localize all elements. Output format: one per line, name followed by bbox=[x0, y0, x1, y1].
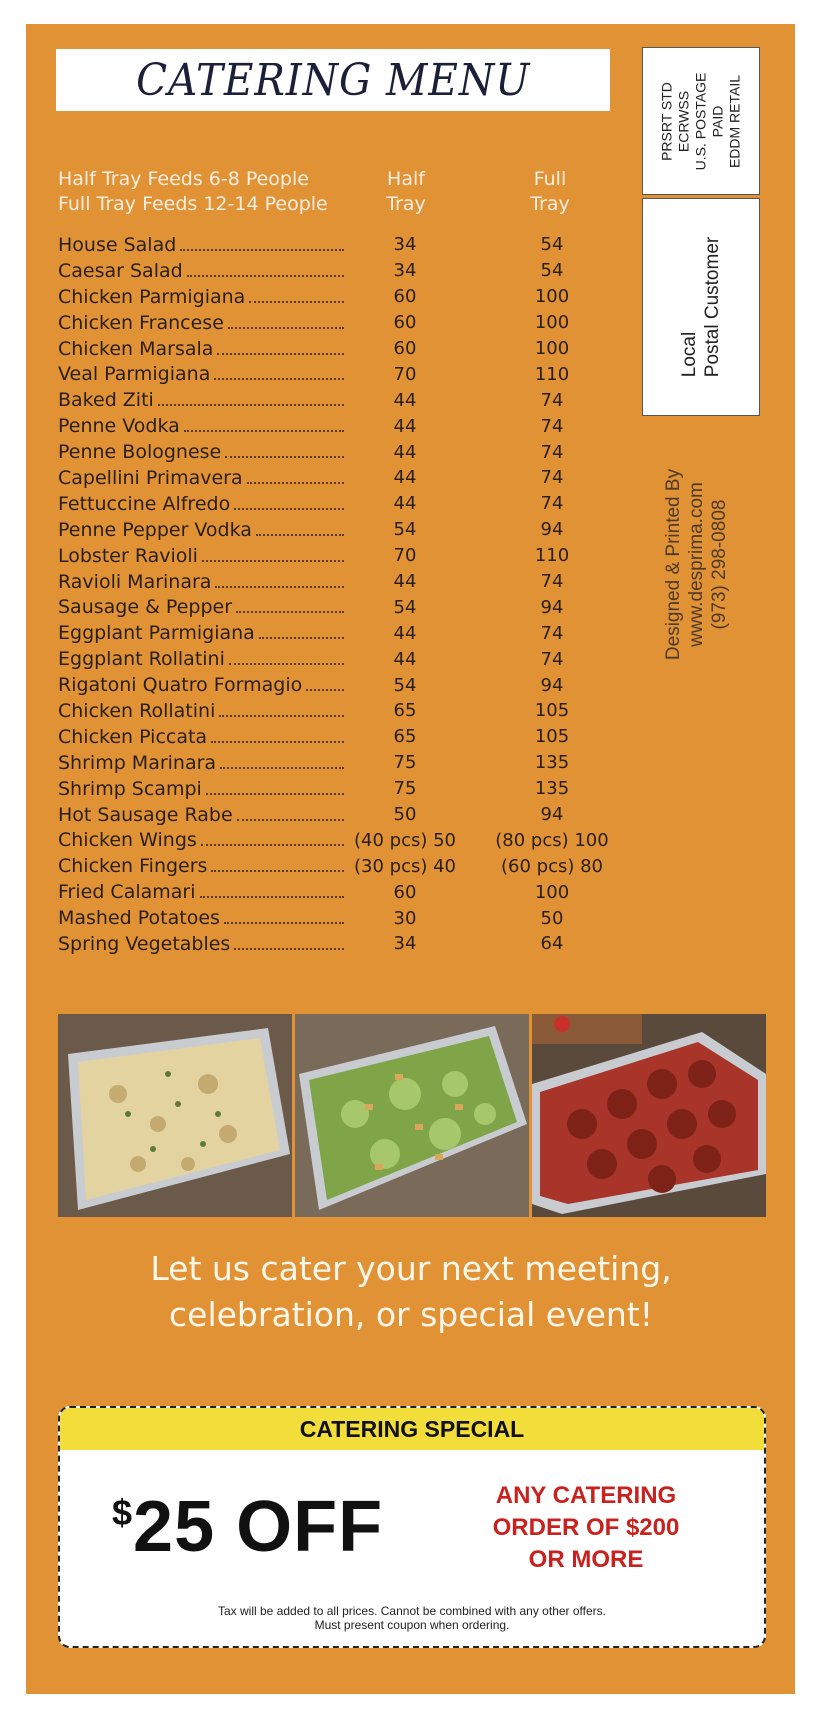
tagline-line: celebration, or special event! bbox=[169, 1295, 653, 1334]
address-line: Postal Customer bbox=[702, 236, 724, 378]
dot-leader bbox=[234, 948, 344, 950]
menu-item-name: Eggplant Rollatini bbox=[58, 648, 225, 671]
menu-row bbox=[58, 310, 648, 336]
half-tray-price: 34 bbox=[393, 260, 417, 282]
menu-list bbox=[58, 232, 648, 957]
dot-leader bbox=[229, 663, 344, 665]
dot-leader bbox=[184, 430, 344, 432]
full-tray-price: 100 bbox=[534, 286, 570, 308]
menu-row bbox=[58, 879, 648, 905]
dot-leader bbox=[217, 353, 344, 355]
dot-leader bbox=[306, 689, 344, 691]
menu-item-name-cell bbox=[58, 493, 346, 515]
full-tray-price: (60 pcs) 80 bbox=[501, 855, 603, 877]
meatballs-tray-photo bbox=[532, 1014, 766, 1217]
menu-row bbox=[58, 620, 648, 646]
menu-item-name: Ravioli Marinara bbox=[58, 570, 212, 593]
menu-item-name-cell bbox=[58, 674, 346, 696]
menu-row bbox=[58, 905, 648, 931]
full-tray-price: (80 pcs) 100 bbox=[495, 829, 609, 851]
menu-row bbox=[58, 802, 648, 828]
menu-item-name-cell bbox=[58, 545, 346, 567]
menu-row bbox=[58, 465, 648, 491]
dot-leader bbox=[158, 404, 344, 406]
full-tray-price: 135 bbox=[534, 752, 570, 774]
dot-leader bbox=[228, 327, 344, 329]
menu-item-name-cell bbox=[58, 415, 346, 437]
menu-item-name-cell bbox=[58, 363, 346, 385]
menu-item-name-cell bbox=[58, 596, 346, 618]
menu-row bbox=[58, 232, 648, 258]
dot-leader bbox=[200, 896, 345, 898]
half-tray-price: 44 bbox=[393, 622, 417, 644]
menu-item-name: Fettuccine Alfredo bbox=[58, 492, 231, 515]
full-tray-price: 74 bbox=[540, 648, 564, 670]
menu-item-name: Chicken Rollatini bbox=[58, 699, 216, 722]
full-tray-price: 54 bbox=[540, 234, 564, 256]
dot-leader bbox=[211, 870, 344, 872]
menu-item-name: Caesar Salad bbox=[58, 259, 183, 282]
menu-item-name-cell bbox=[58, 286, 346, 308]
menu-item-name: Chicken Piccata bbox=[58, 725, 208, 748]
full-tray-serving: Full Tray Feeds 12-14 People bbox=[58, 193, 328, 215]
menu-item-name-cell bbox=[58, 907, 346, 929]
menu-row bbox=[58, 258, 648, 284]
menu-item-name-cell bbox=[58, 933, 346, 955]
menu-item-name: Penne Pepper Vodka bbox=[58, 518, 252, 541]
menu-item-name-cell bbox=[58, 752, 346, 774]
header-word: Full bbox=[533, 168, 567, 190]
caesar-salad-tray-photo bbox=[295, 1014, 529, 1217]
dot-leader bbox=[249, 301, 344, 303]
coupon-heading: CATERING SPECIAL bbox=[60, 1408, 764, 1450]
address-line: Local bbox=[679, 331, 701, 378]
half-tray-price: 44 bbox=[393, 467, 417, 489]
full-tray-price: 135 bbox=[534, 778, 570, 800]
full-tray-price: 74 bbox=[540, 389, 564, 411]
half-tray-price: 70 bbox=[393, 363, 417, 385]
menu-row bbox=[58, 439, 648, 465]
half-tray-price: 30 bbox=[393, 907, 417, 929]
menu-item-name: Sausage & Pepper bbox=[58, 596, 233, 619]
menu-item-name: Chicken Wings bbox=[58, 829, 197, 852]
full-tray-price: 54 bbox=[540, 260, 564, 282]
full-tray-price: 74 bbox=[540, 493, 564, 515]
half-tray-price: 34 bbox=[393, 933, 417, 955]
full-tray-price: 74 bbox=[540, 571, 564, 593]
header-word: Tray bbox=[530, 193, 570, 215]
dot-leader bbox=[220, 767, 344, 769]
dot-leader bbox=[206, 793, 344, 795]
menu-row bbox=[58, 491, 648, 517]
full-tray-price: 74 bbox=[540, 415, 564, 437]
dot-leader bbox=[219, 715, 344, 717]
menu-row bbox=[58, 284, 648, 310]
half-tray-price: (30 pcs) 40 bbox=[354, 855, 456, 877]
menu-page bbox=[26, 24, 795, 1694]
dot-leader bbox=[201, 844, 344, 846]
menu-row bbox=[58, 517, 648, 543]
menu-item-name: Penne Vodka bbox=[58, 415, 180, 438]
menu-item-name: Hot Sausage Rabe bbox=[58, 803, 233, 826]
menu-item-name-cell bbox=[58, 881, 346, 903]
full-tray-price: 74 bbox=[540, 622, 564, 644]
menu-row bbox=[58, 361, 648, 387]
menu-item-name-cell bbox=[58, 648, 346, 670]
menu-item-name-cell bbox=[58, 622, 346, 644]
dot-leader bbox=[236, 611, 344, 613]
half-tray-price: 34 bbox=[393, 234, 417, 256]
dot-leader bbox=[187, 275, 344, 277]
full-tray-price: 94 bbox=[540, 596, 564, 618]
half-tray-price: 75 bbox=[393, 778, 417, 800]
menu-item-name: House Salad bbox=[58, 233, 177, 256]
menu-item-name: Chicken Francese bbox=[58, 311, 224, 334]
menu-item-name-cell bbox=[58, 312, 346, 334]
half-tray-price: 75 bbox=[393, 752, 417, 774]
menu-row bbox=[58, 776, 648, 802]
dot-leader bbox=[234, 508, 344, 510]
menu-item-name: Eggplant Parmigiana bbox=[58, 622, 255, 645]
postage-line: ECRWSS bbox=[675, 90, 692, 152]
menu-item-name-cell bbox=[58, 855, 346, 877]
dot-leader bbox=[256, 534, 344, 536]
half-tray-price: 44 bbox=[393, 493, 417, 515]
menu-item-name: Veal Parmigiana bbox=[58, 363, 211, 386]
printer-credit-text bbox=[663, 468, 732, 659]
half-tray-price: 65 bbox=[393, 700, 417, 722]
menu-item-name: Mashed Potatoes bbox=[58, 907, 220, 930]
menu-row bbox=[58, 827, 648, 853]
half-tray-column-header bbox=[366, 167, 446, 217]
menu-item-name-cell bbox=[58, 829, 346, 851]
menu-item-name-cell bbox=[58, 726, 346, 748]
menu-item-name: Capellini Primavera bbox=[58, 466, 243, 489]
fine-print-line: Tax will be added to all prices. Cannot be combined with any other offers. bbox=[218, 1604, 606, 1618]
half-tray-price: 70 bbox=[393, 545, 417, 567]
dot-leader bbox=[247, 482, 344, 484]
menu-row bbox=[58, 569, 648, 595]
half-tray-price: 44 bbox=[393, 415, 417, 437]
menu-item-name-cell bbox=[58, 519, 346, 541]
menu-item-name: Fried Calamari bbox=[58, 881, 196, 904]
half-tray-price: 44 bbox=[393, 441, 417, 463]
fine-print-line: Must present coupon when ordering. bbox=[314, 1618, 510, 1632]
full-tray-price: 105 bbox=[534, 700, 570, 722]
menu-row bbox=[58, 672, 648, 698]
header-word: Tray bbox=[386, 193, 426, 215]
menu-item-name: Penne Bolognese bbox=[58, 441, 222, 464]
menu-item-name-cell bbox=[58, 260, 346, 282]
dot-leader bbox=[211, 741, 344, 743]
full-tray-price: 105 bbox=[534, 726, 570, 748]
offer-line: ANY CATERING bbox=[495, 1482, 677, 1509]
dot-leader bbox=[224, 922, 344, 924]
menu-item-name: Spring Vegetables bbox=[58, 932, 231, 955]
tagline bbox=[86, 1246, 736, 1338]
discount-amount bbox=[112, 1486, 383, 1568]
menu-item-name: Shrimp Scampi bbox=[58, 777, 202, 800]
dot-leader bbox=[214, 378, 344, 380]
menu-item-name: Baked Ziti bbox=[58, 389, 154, 412]
offer-terms bbox=[464, 1480, 708, 1576]
postage-line: U.S. POSTAGE bbox=[692, 72, 709, 170]
address-text bbox=[678, 237, 724, 377]
half-tray-price: (40 pcs) 50 bbox=[354, 829, 456, 851]
menu-item-name: Rigatoni Quatro Formagio bbox=[58, 674, 303, 697]
half-tray-price: 60 bbox=[393, 312, 417, 334]
menu-item-name-cell bbox=[58, 338, 346, 360]
title-banner bbox=[56, 49, 610, 111]
half-tray-serving: Half Tray Feeds 6-8 People bbox=[58, 168, 309, 190]
half-tray-price: 44 bbox=[393, 648, 417, 670]
offer-line: ORDER OF $200 bbox=[492, 1514, 680, 1541]
half-tray-price: 65 bbox=[393, 726, 417, 748]
full-tray-price: 100 bbox=[534, 881, 570, 903]
full-tray-price: 74 bbox=[540, 467, 564, 489]
half-tray-price: 60 bbox=[393, 286, 417, 308]
header-word: Half bbox=[387, 168, 425, 190]
dot-leader bbox=[237, 819, 344, 821]
full-tray-price: 100 bbox=[534, 312, 570, 334]
menu-row bbox=[58, 413, 648, 439]
menu-item-name-cell bbox=[58, 467, 346, 489]
menu-row bbox=[58, 646, 648, 672]
discount-value: 25 OFF bbox=[133, 1487, 384, 1567]
full-tray-price: 94 bbox=[540, 674, 564, 696]
catering-coupon bbox=[58, 1406, 766, 1648]
photo-strip bbox=[58, 1014, 766, 1217]
menu-row bbox=[58, 750, 648, 776]
menu-row bbox=[58, 336, 648, 362]
menu-row bbox=[58, 594, 648, 620]
half-tray-price: 44 bbox=[393, 571, 417, 593]
dot-leader bbox=[215, 586, 344, 588]
full-tray-column-header bbox=[510, 167, 590, 217]
full-tray-price: 50 bbox=[540, 907, 564, 929]
page-title: CATERING MENU bbox=[135, 54, 531, 106]
credit-website: www.desprima.com bbox=[686, 481, 708, 647]
credit-phone: (973) 298-0808 bbox=[709, 499, 731, 629]
menu-item-name: Lobster Ravioli bbox=[58, 544, 198, 567]
menu-item-name-cell bbox=[58, 804, 346, 826]
address-box bbox=[642, 198, 760, 416]
serving-info bbox=[58, 167, 348, 217]
half-tray-price: 50 bbox=[393, 804, 417, 826]
menu-row bbox=[58, 543, 648, 569]
menu-item-name: Chicken Parmigiana bbox=[58, 285, 246, 308]
menu-item-name-cell bbox=[58, 700, 346, 722]
dot-leader bbox=[225, 456, 344, 458]
currency-symbol: $ bbox=[112, 1492, 134, 1533]
menu-row bbox=[58, 931, 648, 957]
printer-credit bbox=[654, 444, 740, 684]
dot-leader bbox=[259, 637, 344, 639]
menu-item-name-cell bbox=[58, 389, 346, 411]
full-tray-price: 110 bbox=[534, 363, 570, 385]
half-tray-price: 60 bbox=[393, 881, 417, 903]
fine-print bbox=[60, 1604, 764, 1632]
full-tray-price: 94 bbox=[540, 519, 564, 541]
menu-item-name-cell bbox=[58, 571, 346, 593]
dot-leader bbox=[202, 560, 344, 562]
postage-line: PAID bbox=[709, 105, 726, 137]
menu-row bbox=[58, 698, 648, 724]
half-tray-price: 44 bbox=[393, 389, 417, 411]
menu-item-name-cell bbox=[58, 234, 346, 256]
postage-line: PRSRT STD bbox=[658, 81, 675, 161]
pasta-tray-photo bbox=[58, 1014, 292, 1217]
menu-row bbox=[58, 724, 648, 750]
menu-item-name: Shrimp Marinara bbox=[58, 751, 217, 774]
menu-item-name-cell bbox=[58, 441, 346, 463]
postage-text bbox=[658, 72, 743, 170]
full-tray-price: 64 bbox=[540, 933, 564, 955]
half-tray-price: 54 bbox=[393, 596, 417, 618]
offer-line: OR MORE bbox=[528, 1546, 644, 1573]
full-tray-price: 100 bbox=[534, 338, 570, 359]
credit-line: Designed & Printed By bbox=[663, 468, 685, 660]
menu-item-name: Chicken Fingers bbox=[58, 855, 208, 878]
full-tray-price: 74 bbox=[540, 441, 564, 463]
half-tray-price: 60 bbox=[393, 338, 417, 359]
half-tray-price: 54 bbox=[393, 519, 417, 541]
full-tray-price: 94 bbox=[540, 804, 564, 826]
tagline-line: Let us cater your next meeting, bbox=[150, 1249, 672, 1288]
menu-item-name-cell bbox=[58, 778, 346, 800]
menu-item-name: Chicken Marsala bbox=[58, 337, 214, 360]
postage-indicia bbox=[642, 47, 760, 195]
dot-leader bbox=[180, 249, 344, 251]
menu-row bbox=[58, 387, 648, 413]
postage-line: EDDM RETAIL bbox=[726, 74, 743, 168]
menu-row bbox=[58, 853, 648, 879]
full-tray-price: 110 bbox=[534, 545, 570, 567]
half-tray-price: 54 bbox=[393, 674, 417, 696]
